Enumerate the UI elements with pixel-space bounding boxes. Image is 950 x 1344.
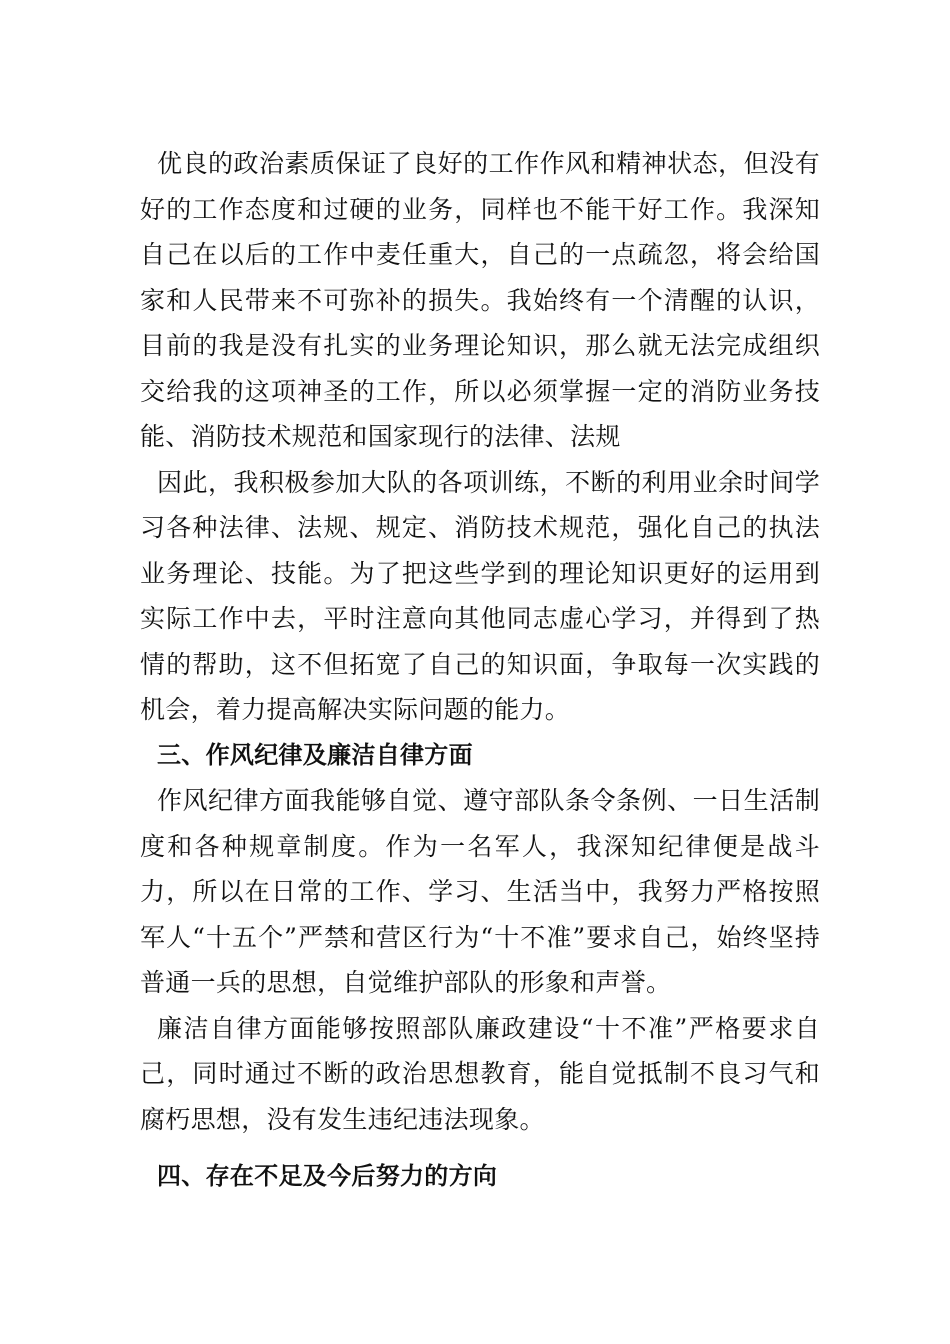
- paragraph-work-attitude: 优良的政治素质保证了良好的工作作风和精神状态，但没有好的工作态度和过硬的业务，同样也不能干好工作。我深知自己在以后的工作中麦任重大，自己的一点疏忽，将会给国家和人民带来不可弥补的损失。我始终有一个清醒的认识，目前的我是没有扎实的业务理论知识，那么就无法完成组织交给我的这项神圣的工作，所以必须掌握一定的消防业务技能、消防技术规范和国家现行的法律、法规: [140, 149, 820, 451]
- paragraph-integrity: 廉洁自律方面能够按照部队廉政建设“十不准”严格要求自己，同时通过不断的政治思想教育，能自觉抵制不良习气和腐朽思想，没有发生违纪违法现象。: [140, 1013, 820, 1134]
- section-heading-shortcomings: 四、存在不足及今后努力的方向: [157, 1162, 498, 1190]
- paragraph-training: 因此，我积极参加大队的各项训练，不断的利用业余时间学习各种法律、法规、规定、消防技术规范，强化自己的执法业务理论、技能。为了把这些学到的理论知识更好的运用到实际工作中去，平时注意向其他同志虚心学习，并得到了热情的帮助，这不但拓宽了自己的知识面，争取每一次实践的机会，着力提高解决实际问题的能力。: [140, 467, 820, 724]
- section-heading-discipline: 三、作风纪律及廉洁自律方面: [157, 740, 473, 769]
- paragraph-discipline: 作风纪律方面我能够自觉、遵守部队条令条例、一日生活制度和各种规章制度。作为一名军人，我深知纪律便是战斗力，所以在日常的工作、学习、生活当中，我努力严格按照军人“十五个”严禁和营区行为“十不准”要求自己，始终坚持普通一兵的思想，自觉维护部队的形象和声誉。: [140, 786, 820, 997]
- document-body: [140, 141, 820, 1200]
